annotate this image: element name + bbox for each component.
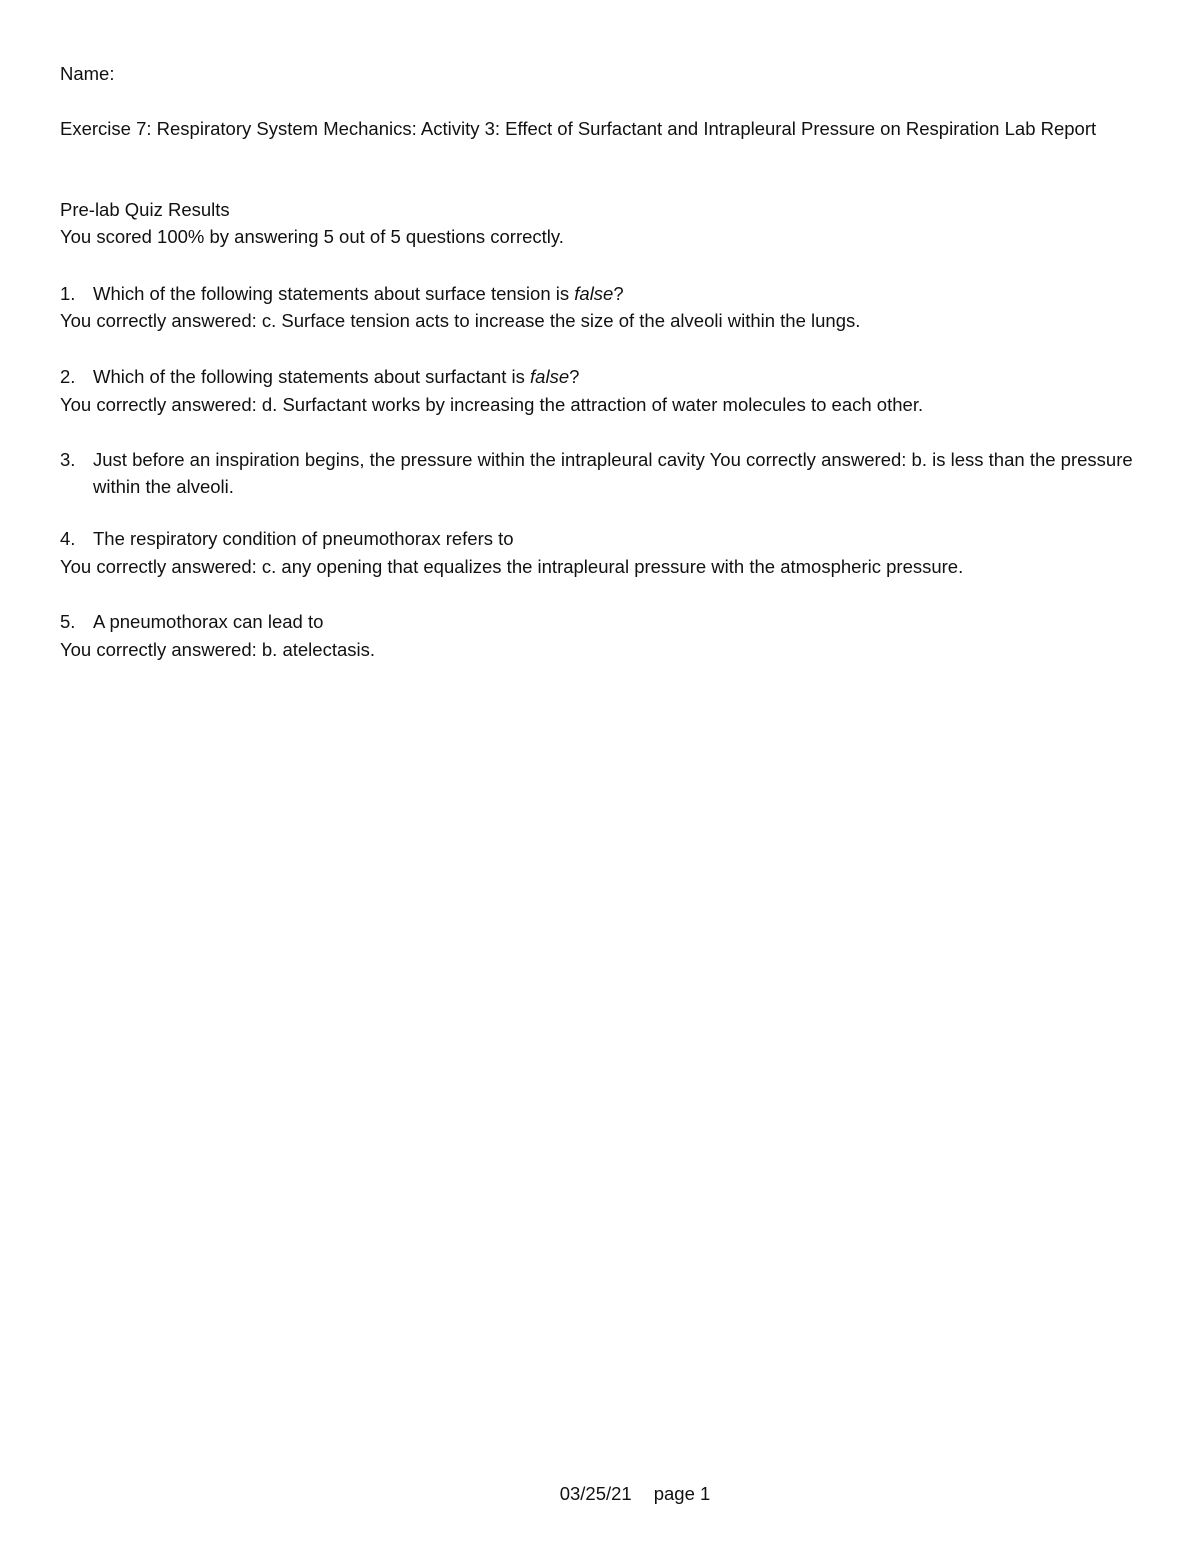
question-number: 3. (60, 449, 76, 470)
answer-4: You correctly answered: c. any opening that equalizes the intrapleural pressure with the atmospheric pressure. (60, 556, 964, 577)
question-number: 1. (60, 283, 76, 304)
question-prompt: The respiratory condition of pneumothorax refers to (93, 528, 514, 549)
report-title: Exercise 7: Respiratory System Mechanics: Activity 3: Effect of Surfactant and Intrapleural Pressure on Respiration Lab Report (60, 118, 1097, 139)
question-2 (60, 363, 1140, 390)
question-number: 2. (60, 366, 76, 387)
question-4 (60, 525, 1140, 552)
question-3 (60, 446, 1140, 500)
question-prompt: A pneumothorax can lead to (93, 611, 324, 632)
answer-1: You correctly answered: c. Surface tension acts to increase the size of the alveoli within the lungs. (60, 310, 861, 331)
question-number: 4. (60, 528, 76, 549)
question-1 (60, 280, 1140, 307)
name-label: Name: (60, 63, 115, 84)
page-footer (0, 1480, 1200, 1507)
quiz-score: You scored 100% by answering 5 out of 5 questions correctly. (60, 226, 564, 247)
question-number: 5. (60, 611, 76, 632)
question-prompt: Which of the following statements about surfactant is false? (93, 366, 580, 387)
answer-2: You correctly answered: d. Surfactant works by increasing the attraction of water molecules to each other. (60, 394, 924, 415)
footer-page-number: page 1 (653, 1483, 711, 1504)
question-prompt: Which of the following statements about surface tension is false? (93, 283, 624, 304)
answer-5: You correctly answered: b. atelectasis. (60, 639, 376, 660)
footer-date: 03/25/21 (559, 1483, 632, 1504)
quiz-heading: Pre-lab Quiz Results (60, 199, 230, 220)
question-5 (60, 608, 1140, 635)
question-prompt: Just before an inspiration begins, the pressure within the intrapleural cavity You correctly answered: b. is less than the pressure within the alveoli. (93, 449, 1133, 497)
